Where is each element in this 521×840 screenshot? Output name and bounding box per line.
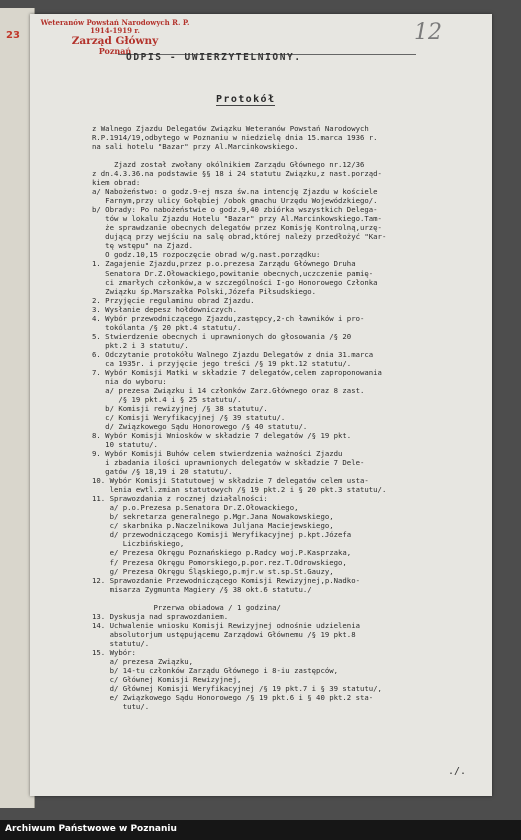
text-line: 11. Sprawozdania z rocznej działalności: <box>92 494 268 504</box>
text-line: c/ Komisji Weryfikacyjnej /§ 39 statutu/. <box>92 413 286 422</box>
text-line: d/ przewodniczącego Komisji Weryfikacyjnej p.kpt.Józefa <box>92 530 352 540</box>
text-line: Farnym,przy ulicy Gołębiej /obok gmachu Urzędu Wojewódzkiego/. <box>92 196 378 206</box>
document-body <box>92 124 490 711</box>
text-line: Związku śp.Marszałka Polski,Józefa Piłsudskiego. <box>92 286 317 296</box>
text-line: 8. Wybór Komisji Wniosków w składzie 7 delegatów /§ 19 pkt. <box>92 431 352 441</box>
text-line: na sali hotelu "Bazar" przy Al.Marcinkowskiego. <box>92 142 299 152</box>
text-line: nia do wyboru: <box>92 376 167 386</box>
text-line: 10 statutu/. <box>92 440 158 450</box>
text-line: z Walnego Zjazdu Delegatów Związku Weteranów Powstań Narodowych <box>92 124 369 133</box>
text-line: i zbadania ilości uprawnionych delegatów w składzie 7 Dele- <box>92 458 365 468</box>
text-line: ca 1935r. i przyjęcie jego treści /§ 19 pkt.12 statutu/. <box>92 358 352 368</box>
text-line: e/ Związkowego Sądu Honorowego /§ 19 pkt.6 i § 40 pkt.2 sta- <box>92 692 374 702</box>
text-line: 12. Sprawozdanie Przewodniczącego Komisji Rewizyjnej,p.Nadko- <box>92 575 360 585</box>
text-line: b/ 14-tu członków Zarządu Głównego i 8-iu zastępców, <box>92 665 339 675</box>
text-line: 14. Uchwalenie wniosku Komisji Rewizyjnej odnośnie udzielenia <box>92 620 360 630</box>
text-line: d/ Związkowego Sądu Honorowego /§ 40 statutu/. <box>92 422 308 432</box>
text-line: tę wstępu" na Zjazd. <box>92 241 194 251</box>
text-line: tokólanta /§ 20 pkt.4 statutu/. <box>92 322 242 332</box>
text-line: c/ skarbnika p.Naczelnikowa Juljana Maciejewskiego, <box>92 521 334 531</box>
text-line: Liczbińskiego, <box>92 539 185 549</box>
text-line: b/ sekretarza generalnego p.Mgr.Jana Nowakowskiego, <box>92 512 334 522</box>
stamp-line-1: Weteranów Powstań Narodowych R. P. 1914-1919 r. <box>40 18 190 36</box>
text-line: 6. Odczytanie protokółu Walnego Zjazdu Delegatów z dnia 31.marca <box>92 349 374 359</box>
text-line: 10. Wybór Komisji Statutowej w składzie 7 delegatów celem usta- <box>92 476 369 486</box>
text-line: a/ p.o.Prezesa p.Senatora Dr.Z.Ołowackiego, <box>92 503 299 513</box>
text-line: kiem obrad: <box>92 178 141 188</box>
previous-page-mark: 23 <box>6 30 20 41</box>
text-line: pkt.2 i 3 statutu/. <box>92 340 189 350</box>
text-line: 1. Zagajenie Zjazdu,przez p.o.prezesa Zarządu Głównego Druha <box>92 259 356 269</box>
archive-name: Archiwum Państwowe w Poznaniu <box>5 824 177 834</box>
text-line: Przerwa obiadowa / 1 godzina/ <box>92 602 281 612</box>
text-line: z dn.4.3.36.na podstawie §§ 18 i 24 statutu Związku,z nast.porząd- <box>92 169 382 179</box>
text-line: statutu/. <box>92 638 150 648</box>
stamp-line-3: Poznań <box>98 46 132 57</box>
text-line: 13. Dyskusja nad sprawozdaniem. <box>92 611 229 621</box>
text-line: a/ Nabożeństwo: o godz.9-ej msza św.na intencję Zjazdu w kościele <box>92 187 378 197</box>
text-line: że sprawdzanie obecnych delegatów przez Komisję Kontrolną,urzę- <box>92 223 382 233</box>
text-line <box>92 594 490 603</box>
text-line: absolutorjum ustępującemu Zarządowi Głównemu /§ 19 pkt.8 <box>92 629 356 639</box>
text-line: O godz.10,15 rozpoczęcie obrad w/g.nast.porządku: <box>92 250 321 260</box>
text-line: e/ Prezesa Okręgu Poznańskiego p.Radcy woj.P.Kasprzaka, <box>92 548 352 558</box>
text-line: 4. Wybór przewodniczącego Zjazdu,zastępcy,2-ch ławników i pro- <box>92 313 365 323</box>
text-line: f/ Prezesa Okręgu Pomorskiego,p.por.rez.T.Odrowskiego, <box>92 557 347 567</box>
text-line: tutu/. <box>92 702 150 711</box>
text-line: 5. Stwierdzenie obecnych i uprawnionych do głosowania /§ 20 <box>92 331 352 341</box>
text-line: c/ Głównej Komisji Rewizyjnej, <box>92 674 242 684</box>
text-line: dującą przy wejściu na salę obrad,której należy przedłożyć "Kar- <box>92 232 387 242</box>
end-mark: ./. <box>448 766 467 777</box>
text-line: 7. Wybór Komisji Matki w składzie 7 delegatów,celem zaproponowania <box>92 367 382 377</box>
text-line: g/ Prezesa Okręgu Śląskiego,p.mjr.w st.sp.St.Gauzy, <box>92 566 334 576</box>
text-line: ci zmarłych członków,a w szczególności I-go Honorowego Członka <box>92 277 378 287</box>
text-line: lenia ewtl.zmian statutowych /§ 19 pkt.2 i § 20 pkt.3 statutu/. <box>92 485 387 495</box>
text-line: b/ Komisji rewizyjnej /§ 38 statutu/. <box>92 403 268 413</box>
text-line: gatów /§ 18,19 i 20 statutu/. <box>92 467 233 477</box>
text-line: 3. Wysłanie depesz hołdowniczych. <box>92 304 237 314</box>
text-line: d/ Głównej Komisji Weryfikacyjnej /§ 19 pkt.7 i § 39 statutu/, <box>92 683 382 693</box>
text-line: 2. Przyjęcie regulaminu obrad Zjazdu. <box>92 295 255 305</box>
text-line <box>92 151 490 160</box>
text-line: a/ prezesa Związku i 14 członków Zarz.Głównego oraz 8 zast. <box>92 385 365 395</box>
text-line: 15. Wybór: <box>92 647 136 657</box>
text-line: a/ prezesa Związku, <box>92 656 194 666</box>
document-header: ODPIS - UWIERZYTELNIONY. <box>126 52 302 63</box>
archive-footer-bar <box>0 820 521 840</box>
text-line: 9. Wybór Komisji Buhów celem stwierdzenia ważności Zjazdu <box>92 449 343 459</box>
text-line: /§ 19 pkt.4 i § 25 statutu/. <box>92 394 242 404</box>
text-line: b/ Obrady: Po nabożeństwie o godz.9,40 zbiórka wszystkich Delega- <box>92 205 378 215</box>
text-line: tów w lokalu Zjazdu Hotelu "Bazar" przy Al.Marcinkowskiego.Tam- <box>92 214 382 224</box>
stamp-line-2: Zarząd Główny <box>71 35 159 48</box>
text-line: R.P.1914/19,odbytego w Poznaniu w niedzielę dnia 15.marca 1936 r. <box>92 133 378 143</box>
handwritten-page-number: 12 <box>414 20 442 45</box>
text-line: Senatora Dr.Z.Ołowackiego,powitanie obecnych,uczczenie pamię- <box>92 268 374 278</box>
text-line: misarza Zygmunta Magiery /§ 38 okt.6 statutu./ <box>92 584 312 594</box>
text-line: Zjazd został zwołany okólnikiem Zarządu Głównego nr.12/36 <box>92 160 365 170</box>
institution-stamp <box>35 19 195 56</box>
document-title: Protokół <box>216 94 276 105</box>
document-sheet <box>30 14 492 796</box>
